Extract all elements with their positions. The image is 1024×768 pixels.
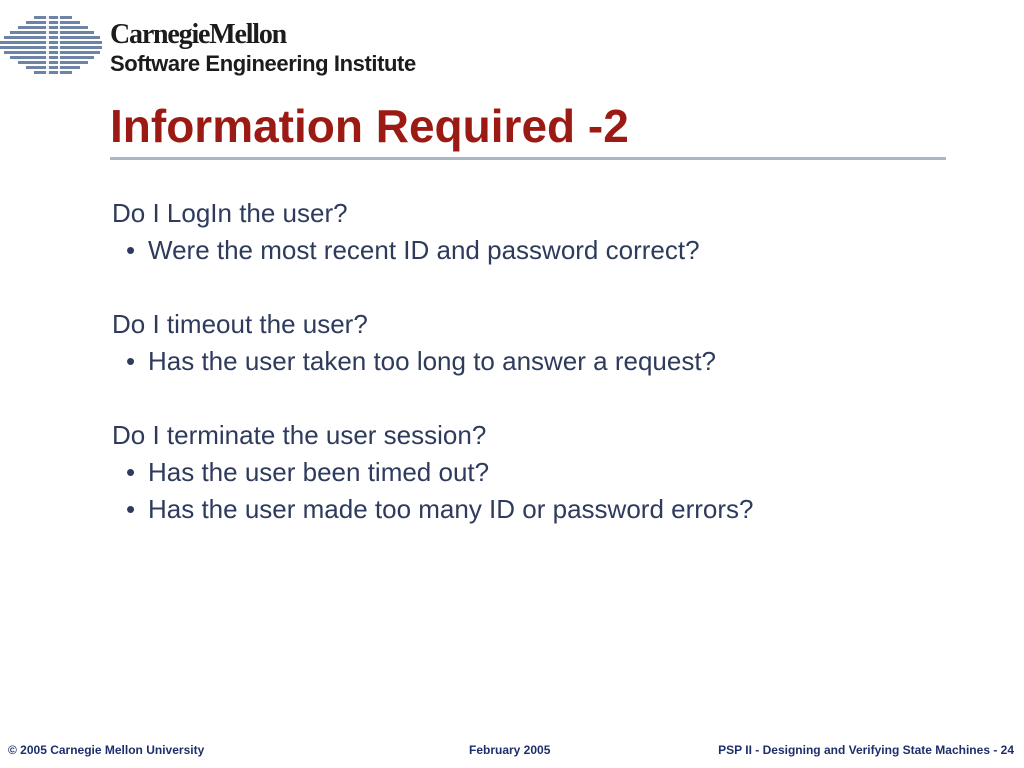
question: Do I terminate the user session? xyxy=(112,420,487,450)
sei-logo xyxy=(110,20,416,77)
question: Do I timeout the user? xyxy=(112,309,368,339)
slide-content xyxy=(112,195,972,565)
footer-copyright: © 2005 Carnegie Mellon University xyxy=(8,743,205,757)
bullet-item xyxy=(112,491,972,528)
bullet-text: Were the most recent ID and password correct? xyxy=(148,235,700,265)
bullet-item xyxy=(112,454,972,491)
bullet-dot-icon: • xyxy=(126,494,136,524)
section-login xyxy=(112,195,972,269)
footer-page-info: PSP II - Designing and Verifying State Machines - 24 xyxy=(718,743,1014,757)
logo-carnegie-mellon: CarnegieMellon xyxy=(110,19,287,50)
question: Do I LogIn the user? xyxy=(112,198,348,228)
sei-logo-icon xyxy=(0,14,104,80)
slide-title: Information Required -2 xyxy=(110,100,629,152)
logo-software-engineering-institute: Software Engineering Institute xyxy=(110,51,416,76)
bullet-text: Has the user been timed out? xyxy=(148,457,490,487)
footer-date: February 2005 xyxy=(469,743,551,757)
bullet-item xyxy=(112,343,972,380)
bullet-dot-icon: • xyxy=(126,457,136,487)
bullet-dot-icon: • xyxy=(126,235,136,265)
bullet-dot-icon: • xyxy=(126,346,136,376)
bullet-item xyxy=(112,232,972,269)
bullet-text: Has the user made too many ID or password errors? xyxy=(148,494,754,524)
section-timeout xyxy=(112,306,972,380)
title-divider xyxy=(110,157,946,160)
section-terminate xyxy=(112,417,972,528)
bullet-text: Has the user taken too long to answer a request? xyxy=(148,346,717,376)
